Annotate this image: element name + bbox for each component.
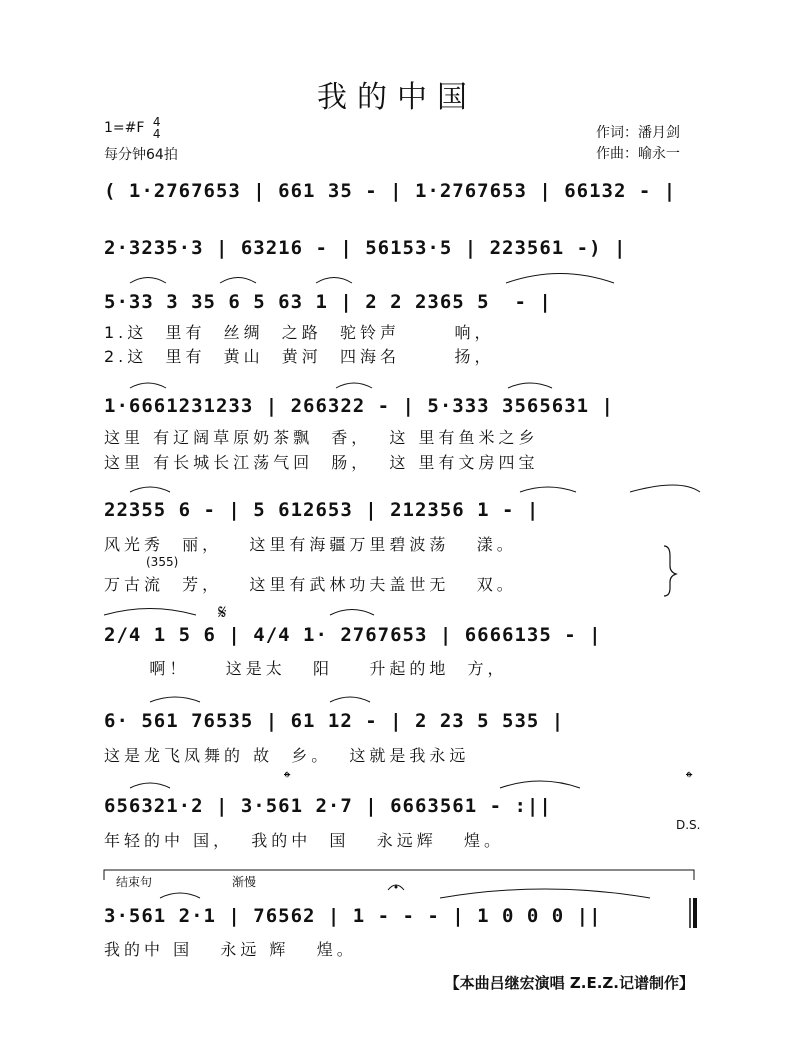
coda-sign: 𝄌: [686, 768, 693, 789]
notation-line: 2·3235·3 | 63216 - | 56153·5 | 223561 -) |: [104, 237, 627, 259]
lyric-line: 这里 有长城长江荡气回 肠， 这 里有文房四宝: [104, 453, 539, 472]
notation-line: 6· 561 76535 | 61 12 - | 2 23 5 535 |: [104, 710, 565, 732]
slow-label: 渐慢: [232, 875, 257, 889]
notation-line: 5·33 3 35 6 5 63 1 | 2 2 2365 5 - |: [104, 291, 552, 313]
song-title: 我的中国: [317, 80, 477, 115]
notation-line: 22355 6 - | 5 612653 | 212356 1 - |: [104, 499, 540, 521]
small-notes: (355): [146, 555, 179, 569]
lyric-line: 1.这 里有 丝绸 之路 驼铃声 响，: [104, 323, 495, 342]
time-sig-bottom: 4: [152, 127, 161, 141]
time-sig-top: 4: [152, 115, 161, 129]
lyric-line: 这是龙飞凤舞的 故 乡。 这就是我永远: [104, 746, 470, 765]
notation-line: 2/4 1 5 6 | 4/4 1· 2767653 | 6666135 - |: [104, 624, 602, 646]
lyric-line: 我的中 国 永远 辉 煌。: [104, 940, 357, 959]
credit-line: 【本曲吕继宏演唱 Z.E.Z.记谱制作】: [444, 974, 694, 992]
notation-line: 1·6661231233 | 266322 - | 5·333 3565631 |: [104, 395, 614, 417]
tempo-marking: 每分钟64拍: [104, 147, 178, 163]
ending-label: 结束句: [116, 875, 153, 889]
lyricist: 作词：潘月剑: [596, 125, 680, 141]
lyric-line: 万古流 芳， 这里有武林功夫盖世无 双。: [104, 575, 517, 594]
lyric-line: 年轻的中 国， 我的中 国 永远辉 煌。: [104, 831, 504, 850]
coda-sign: 𝄌: [284, 768, 291, 789]
lyric-line: 风光秀 丽， 这里有海疆万里碧波荡 漾。: [104, 535, 517, 554]
notation-line: ( 1·2767653 | 661 35 - | 1·2767653 | 66132 - |: [104, 180, 677, 202]
lyric-line: 啊！ 这是太 阳 升起的地 方，: [104, 659, 508, 678]
composer: 作曲：喻永一: [596, 146, 680, 162]
lyric-line: 这里 有辽阔草原奶茶飘 香， 这 里有鱼米之乡: [104, 428, 539, 447]
notation-line: 656321·2 | 3·561 2·7 | 6663561 - :||: [104, 795, 552, 817]
segno-sign: 𝄋: [218, 600, 227, 624]
ds-label: D.S.: [676, 818, 701, 832]
notation-line: 3·561 2·1 | 76562 | 1 - - - | 1 0 0 0 ||: [104, 905, 602, 927]
lyric-line: 2.这 里有 黄山 黄河 四海名 扬，: [104, 347, 495, 366]
key-label: 1=#F: [104, 120, 145, 136]
